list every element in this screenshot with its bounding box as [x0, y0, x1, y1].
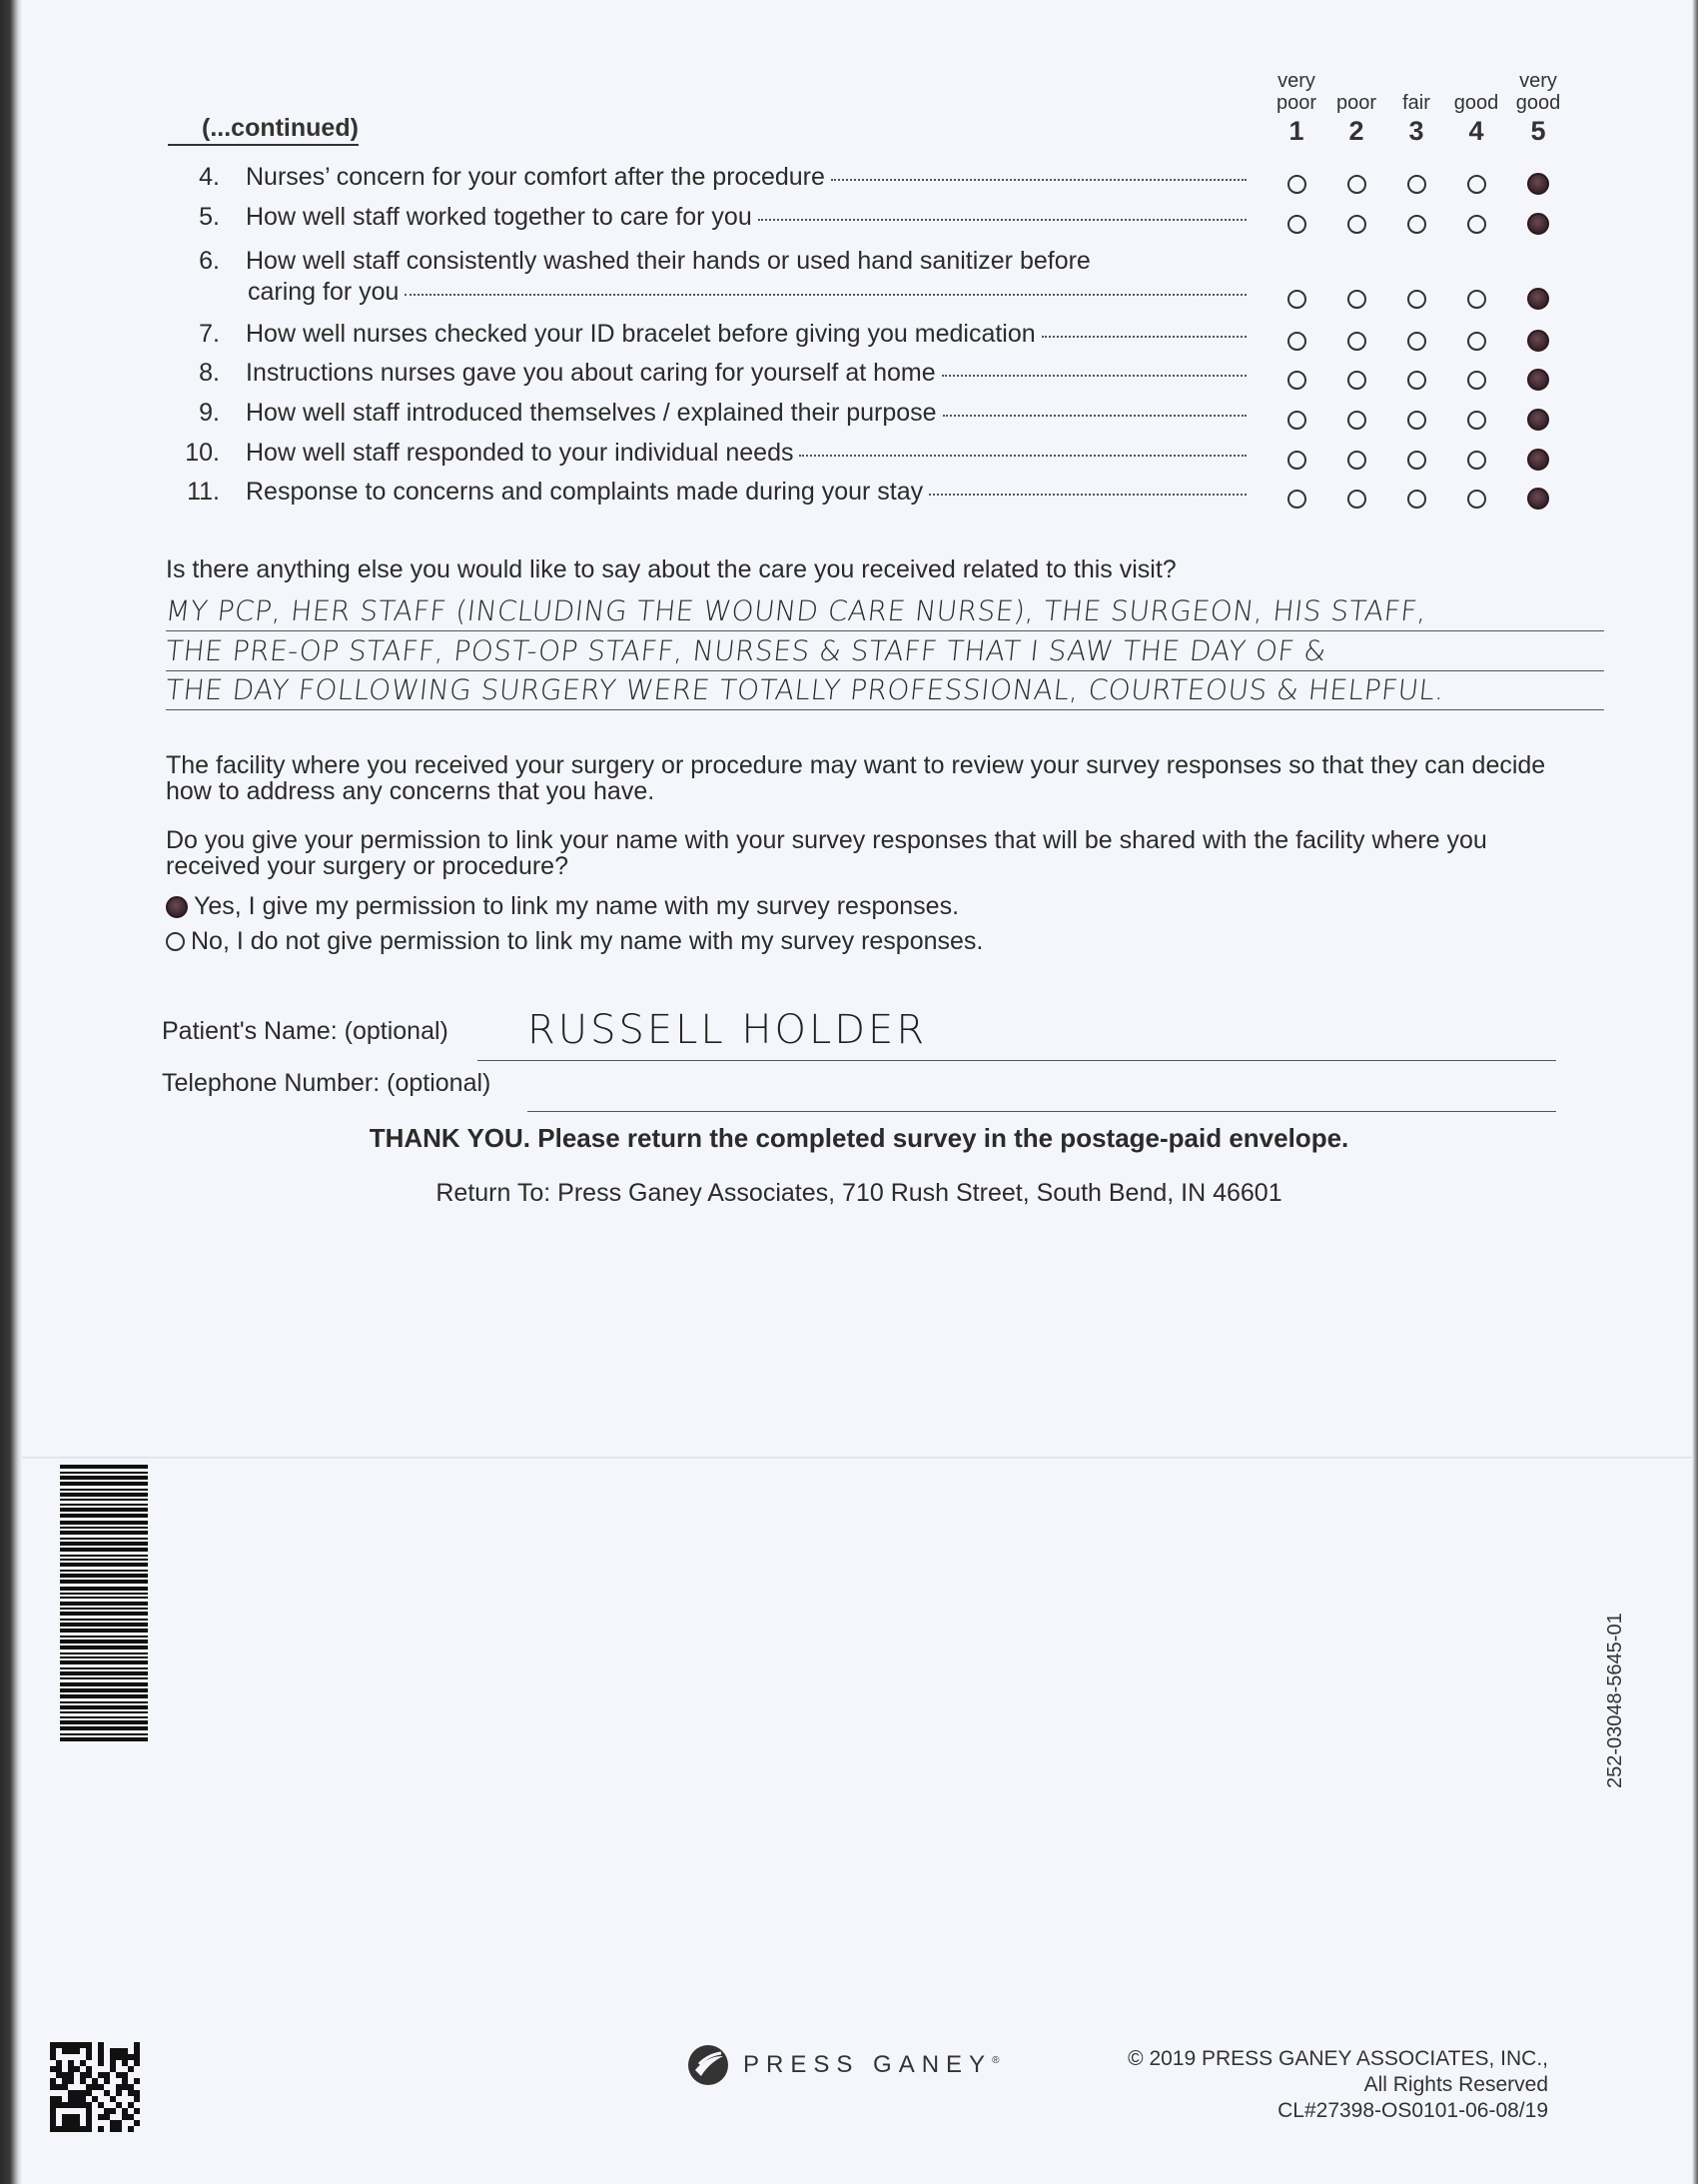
- barcode-bar: [60, 1538, 148, 1540]
- permission-no-radio[interactable]: [166, 932, 185, 951]
- paper-fold-line: [22, 1457, 1692, 1459]
- patient-name-label: Patient's Name: (optional): [162, 1017, 448, 1045]
- rating-radio-3[interactable]: [1407, 371, 1426, 390]
- question-text: How well staff consistently washed their hands or used hand sanitizer before: [246, 247, 1091, 275]
- rating-radio-5[interactable]: [1527, 330, 1549, 352]
- barcode-bar: [60, 1527, 148, 1529]
- rating-radio-1[interactable]: [1287, 175, 1306, 194]
- dot-leader: [929, 493, 1247, 496]
- barcode-bar: [60, 1587, 148, 1591]
- comment-ruled-line: [166, 630, 1604, 631]
- question-row: [168, 202, 1247, 233]
- rating-radio-4[interactable]: [1467, 332, 1486, 351]
- question-text: Instructions nurses gave you about caring for yourself at home: [246, 359, 936, 387]
- rating-radio-1[interactable]: [1287, 451, 1306, 470]
- rating-radio-5[interactable]: [1527, 449, 1549, 471]
- rating-radio-2[interactable]: [1347, 215, 1366, 234]
- logo-text: PRESS GANEY®: [743, 2051, 1000, 2078]
- rights-line: All Rights Reserved: [1363, 2073, 1548, 2096]
- telephone-line: [527, 1111, 1556, 1112]
- scale-column-2: [1326, 70, 1386, 146]
- rating-radio-4[interactable]: [1467, 290, 1486, 309]
- scale-column-5: [1508, 70, 1568, 146]
- comment-ruled-line: [166, 709, 1604, 710]
- barcode-bar: [60, 1521, 148, 1525]
- barcode-bar: [60, 1489, 148, 1491]
- barcode-bar: [60, 1531, 148, 1535]
- barcode-bar: [60, 1476, 148, 1480]
- scale-word: fair: [1402, 92, 1430, 114]
- rating-radio-3[interactable]: [1407, 451, 1426, 470]
- rating-radio-3[interactable]: [1407, 290, 1426, 309]
- barcode-bar: [60, 1482, 148, 1486]
- barcode: [60, 1465, 148, 1780]
- question-number: 6.: [199, 247, 220, 275]
- barcode-bar: [60, 1720, 148, 1724]
- rating-radio-2[interactable]: [1347, 290, 1366, 309]
- barcode-bar: [60, 1555, 148, 1557]
- question-row: [168, 438, 1247, 469]
- question-number: 9.: [199, 399, 220, 427]
- question-text: Response to concerns and complaints made during your stay: [246, 478, 924, 506]
- scale-column-1: [1267, 70, 1326, 146]
- rating-radio-5[interactable]: [1527, 288, 1549, 310]
- permission-yes-label: Yes, I give my permission to link my name with my survey responses.: [194, 892, 960, 920]
- barcode-bar: [60, 1559, 148, 1561]
- barcode-bar: [60, 1656, 148, 1658]
- rating-radio-4[interactable]: [1467, 411, 1486, 430]
- patient-name-line: [477, 1060, 1556, 1061]
- permission-question: Do you give your permission to link your name with your survey responses that will be shared with the facility where you received your surgery or procedure?: [166, 826, 1487, 880]
- rating-radio-1[interactable]: [1287, 371, 1306, 390]
- barcode-bar: [60, 1608, 148, 1610]
- scanner-edge-right: [1692, 0, 1698, 2184]
- barcode-bar: [60, 1705, 148, 1709]
- form-code-line: CL#27398-OS0101-06-08/19: [1277, 2099, 1548, 2122]
- rating-radio-4[interactable]: [1467, 215, 1486, 234]
- scale-number: 4: [1468, 116, 1484, 146]
- comments-prompt: Is there anything else you would like to say about the care you received related to this visit?: [166, 555, 1177, 583]
- comment-ruled-line: [166, 670, 1604, 671]
- barcode-bar: [60, 1472, 148, 1474]
- barcode-bar: [60, 1619, 148, 1621]
- barcode-bar: [60, 1671, 148, 1675]
- barcode-bar: [60, 1645, 148, 1649]
- rating-radio-5[interactable]: [1527, 409, 1549, 431]
- document-code: 252-03048-5645-01: [1604, 1613, 1626, 1788]
- rating-radio-1[interactable]: [1287, 490, 1306, 509]
- rating-radio-3[interactable]: [1407, 332, 1426, 351]
- barcode-bar: [60, 1660, 148, 1664]
- dot-leader: [1042, 335, 1247, 338]
- scale-word: very good: [1515, 70, 1561, 114]
- barcode-bar: [60, 1682, 148, 1686]
- scale-number: 5: [1530, 116, 1546, 146]
- rating-radio-4[interactable]: [1467, 451, 1486, 470]
- press-ganey-logo: [687, 2044, 999, 2086]
- question-text: How well staff introduced themselves / explained their purpose: [246, 399, 937, 427]
- question-row: [168, 162, 1247, 193]
- press-ganey-logo-icon: [687, 2044, 729, 2086]
- rating-radio-2[interactable]: [1347, 490, 1366, 509]
- dot-leader: [405, 293, 1247, 296]
- barcode-bar: [60, 1629, 148, 1633]
- rating-radio-2[interactable]: [1347, 175, 1366, 194]
- barcode-bar: [60, 1623, 148, 1627]
- handwritten-comment-line: THE PRE-OP STAFF, POST-OP STAFF, NURSES & STAFF THAT I SAW THE DAY OF &: [164, 634, 1328, 667]
- barcode-bar: [60, 1639, 148, 1643]
- handwritten-comment-line: THE DAY FOLLOWING SURGERY WERE TOTALLY PROFESSIONAL, COURTEOUS & HELPFUL.: [164, 673, 1446, 706]
- barcode-bar: [60, 1716, 148, 1718]
- permission-intro: The facility where you received your surgery or procedure may want to review your survey responses so that they can decide how to address any concerns that you have.: [166, 751, 1546, 805]
- rating-radio-3[interactable]: [1407, 175, 1426, 194]
- scale-word: poor: [1335, 92, 1377, 114]
- barcode-bar: [60, 1737, 148, 1741]
- barcode-bar: [60, 1580, 148, 1584]
- permission-no-label: No, I do not give permission to link my name with my survey responses.: [191, 927, 984, 955]
- barcode-bar: [60, 1677, 148, 1679]
- qr-code: [50, 2042, 140, 2132]
- barcode-bar: [60, 1548, 148, 1552]
- question-text: Nurses’ concern for your comfort after the procedure: [246, 163, 825, 191]
- question-number: 7.: [199, 320, 220, 348]
- question-number: 4.: [199, 163, 220, 191]
- barcode-bar: [60, 1542, 148, 1546]
- rating-radio-1[interactable]: [1287, 290, 1306, 309]
- rating-radio-4[interactable]: [1467, 175, 1486, 194]
- rating-radio-3[interactable]: [1407, 490, 1426, 509]
- scale-column-4: [1446, 70, 1506, 146]
- telephone-label: Telephone Number: (optional): [162, 1069, 491, 1097]
- barcode-bar: [60, 1514, 148, 1518]
- barcode-bar: [60, 1465, 148, 1469]
- dot-leader: [942, 374, 1247, 377]
- permission-yes-radio[interactable]: [166, 896, 188, 918]
- question-row: [168, 319, 1247, 350]
- question-row: [168, 398, 1247, 429]
- scale-column-3: [1386, 70, 1446, 146]
- rating-radio-1[interactable]: [1287, 332, 1306, 351]
- barcode-bar: [60, 1733, 148, 1735]
- rating-radio-5[interactable]: [1527, 488, 1549, 510]
- scanner-edge-left: [0, 0, 22, 2184]
- barcode-bar: [60, 1688, 148, 1692]
- question-number: 8.: [199, 359, 220, 387]
- dot-leader: [831, 178, 1247, 181]
- barcode-bar: [60, 1612, 148, 1616]
- return-address: Return To: Press Ganey Associates, 710 Rush Street, South Bend, IN 46601: [435, 1179, 1282, 1207]
- scale-number: 3: [1408, 116, 1424, 146]
- question-row: [168, 246, 1247, 308]
- question-number: 10.: [185, 439, 220, 467]
- barcode-bar: [60, 1667, 148, 1669]
- scale-word: good: [1453, 92, 1499, 114]
- copyright-block: [1128, 2046, 1548, 2124]
- patient-name-value[interactable]: RUSSELL HOLDER: [527, 1007, 928, 1053]
- barcode-bar: [60, 1636, 148, 1638]
- rating-radio-5[interactable]: [1527, 173, 1549, 195]
- thank-you-message: THANK YOU. Please return the completed survey in the postage-paid envelope.: [369, 1123, 1349, 1153]
- dot-leader: [799, 454, 1247, 457]
- copyright-line: © 2019 PRESS GANEY ASSOCIATES, INC.,: [1128, 2047, 1548, 2070]
- rating-radio-2[interactable]: [1347, 332, 1366, 351]
- barcode-bar: [60, 1602, 148, 1606]
- permission-yes-option[interactable]: [166, 892, 959, 921]
- question-text: How well staff responded to your individual needs: [246, 439, 794, 467]
- barcode-bar: [60, 1563, 148, 1567]
- dot-leader: [758, 218, 1247, 221]
- barcode-bar: [60, 1493, 148, 1497]
- rating-radio-2[interactable]: [1347, 371, 1366, 390]
- barcode-bar: [60, 1652, 148, 1654]
- permission-no-option[interactable]: [166, 927, 983, 956]
- rating-radio-2[interactable]: [1347, 411, 1366, 430]
- rating-radio-4[interactable]: [1467, 490, 1486, 509]
- question-number: 5.: [199, 203, 220, 231]
- question-text: caring for you: [248, 278, 400, 306]
- rating-radio-3[interactable]: [1407, 215, 1426, 234]
- rating-radio-4[interactable]: [1467, 371, 1486, 390]
- rating-radio-5[interactable]: [1527, 369, 1549, 391]
- rating-radio-2[interactable]: [1347, 451, 1366, 470]
- scale-number: 1: [1288, 116, 1304, 146]
- barcode-bar: [60, 1711, 148, 1713]
- question-text: How well nurses checked your ID bracelet before giving you medication: [246, 320, 1036, 348]
- scale-number: 2: [1348, 116, 1364, 146]
- rating-radio-3[interactable]: [1407, 411, 1426, 430]
- barcode-bar: [60, 1593, 148, 1595]
- barcode-bar: [60, 1508, 148, 1512]
- barcode-bar: [60, 1574, 148, 1578]
- barcode-bar: [60, 1726, 148, 1730]
- rating-radio-5[interactable]: [1527, 213, 1549, 235]
- barcode-bar: [60, 1597, 148, 1599]
- barcode-bar: [60, 1694, 148, 1698]
- barcode-bar: [60, 1701, 148, 1703]
- dot-leader: [943, 414, 1247, 417]
- rating-radio-1[interactable]: [1287, 411, 1306, 430]
- barcode-bar: [60, 1504, 148, 1506]
- question-row: [168, 477, 1247, 508]
- barcode-bar: [60, 1499, 148, 1501]
- question-text: How well staff worked together to care for you: [246, 203, 752, 231]
- qr-module: [134, 2126, 140, 2132]
- rating-radio-1[interactable]: [1287, 215, 1306, 234]
- scale-word: very poor: [1275, 70, 1317, 114]
- barcode-bar: [60, 1570, 148, 1572]
- question-number: 11.: [187, 478, 220, 506]
- handwritten-comment-line: MY PCP, HER STAFF (INCLUDING THE WOUND CARE NURSE), THE SURGEON, HIS STAFF,: [164, 594, 1429, 627]
- section-continued-label: (...continued): [168, 114, 359, 146]
- question-row: [168, 358, 1247, 389]
